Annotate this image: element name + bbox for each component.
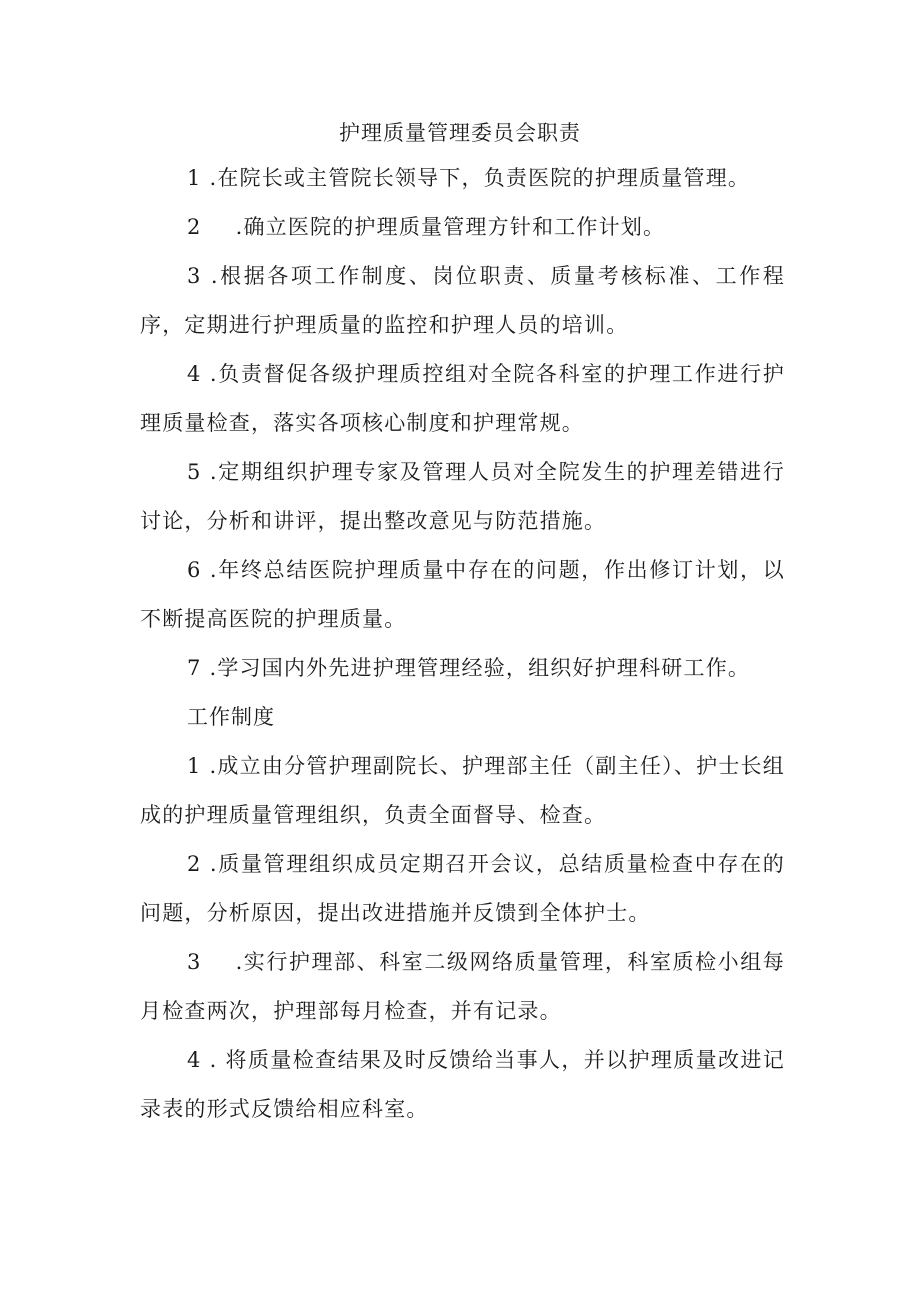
- item-number: 2: [187, 215, 202, 239]
- item-number: 7: [187, 656, 202, 680]
- item-number: 2: [187, 852, 202, 876]
- duty-item-7: [140, 644, 785, 693]
- item-text: .负责督促各级护理质控组对全院各科室的护理工作进行护理质量检查，落实各项核心制度和护理常规。: [140, 362, 785, 435]
- item-number: 4: [187, 1048, 202, 1072]
- item-number: 6: [187, 558, 202, 582]
- duty-item-2: [140, 203, 785, 252]
- item-number: 4: [187, 362, 202, 386]
- page-title: 护理质量管理委员会职责: [339, 121, 581, 145]
- item-number: 3: [187, 950, 202, 974]
- rule-item-2: [140, 840, 785, 938]
- item-number: 1: [187, 754, 202, 778]
- item-text: .质量管理组织成员定期召开会议，总结质量检查中存在的问题，分析原因，提出改进措施并反馈到全体护士。: [140, 852, 785, 925]
- item-text: .确立医院的护理质量管理方针和工作计划。: [235, 215, 666, 239]
- item-text: . 将质量检查结果及时反馈给当事人，并以护理质量改进记录表的形式反馈给相应科室。: [140, 1048, 785, 1121]
- duty-item-1: [140, 154, 785, 203]
- duty-item-4: [140, 350, 785, 448]
- duty-item-5: [140, 448, 785, 546]
- item-text: .定期组织护理专家及管理人员对全院发生的护理差错进行讨论，分析和讲评，提出整改意见与防范措施。: [140, 460, 785, 533]
- item-number: 3: [187, 264, 202, 288]
- duty-item-3: [140, 252, 785, 350]
- item-text: .根据各项工作制度、岗位职责、质量考核标准、工作程序，定期进行护理质量的监控和护理人员的培训。: [140, 264, 785, 337]
- rule-item-4: [140, 1036, 785, 1134]
- rule-item-3: [140, 938, 785, 1036]
- section-heading: 工作制度: [187, 705, 275, 729]
- item-number: 5: [187, 460, 202, 484]
- item-text: .在院长或主管院长领导下，负责医院的护理质量管理。: [201, 166, 751, 190]
- duties-section: [140, 154, 785, 1134]
- duty-item-6: [140, 546, 785, 644]
- rule-item-1: [140, 742, 785, 840]
- item-number: 1: [187, 166, 202, 190]
- item-text: .实行护理部、科室二级网络质量管理，科室质检小组每月检查两次，护理部每月检查，并有记录。: [140, 950, 785, 1023]
- item-text: .学习国内外先进护理管理经验，组织好护理科研工作。: [201, 656, 751, 680]
- item-text: .年终总结医院护理质量中存在的问题，作出修订计划，以不断提高医院的护理质量。: [140, 558, 785, 631]
- item-text: .成立由分管护理副院长、护理部主任（副主任）、护士长组成的护理质量管理组织，负责全面督导、检查。: [140, 754, 785, 827]
